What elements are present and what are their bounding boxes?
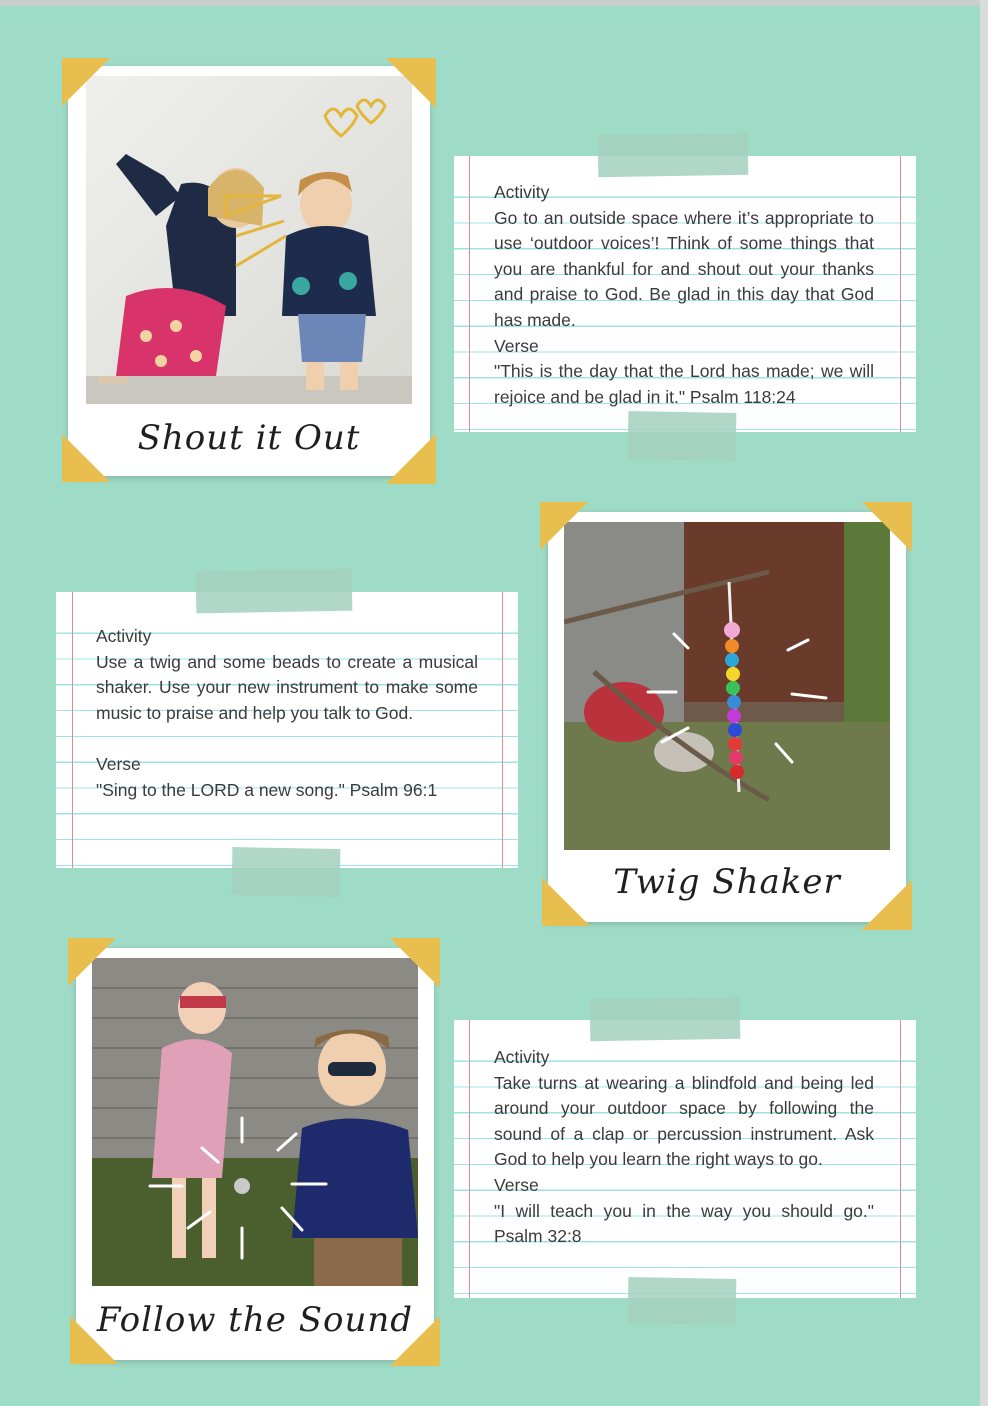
washi-tape [628,1277,737,1325]
verse-heading: Verse [96,753,141,774]
photo-corner-top-right [862,502,914,554]
activity-heading: Activity [494,182,550,202]
photo-corner-top-right [390,938,442,990]
activity-text: Take turns at wearing a blindfold and being led around your outdoor space by following the sound of a clap or percussion instrument. Ask God to help you learn the right ways to go. [494,1072,874,1170]
photo-follow-the-sound-image [92,958,418,1286]
washi-tape [232,847,341,897]
activity-heading: Activity [494,1047,550,1067]
polaroid-shout-it-out [68,66,430,476]
verse-text: "I will teach you in the way you should go." Psalm 32:8 [494,1200,874,1247]
activity-text: Go to an outside space where it’s appropriate to use ‘outdoor voices’! Think of some things that you are thankful for and shout out your thanks and praise to God. Be glad in this day that God has made. [494,207,874,330]
photo-corner-bottom-right [390,1316,442,1368]
photo-corner-top-left [68,938,120,990]
note-card-shout-it-out [454,156,916,432]
page-top-edge [0,0,988,6]
caption-follow-the-sound: Follow the Sound [96,1300,414,1340]
washi-tape [590,997,741,1042]
washi-tape [598,133,749,178]
photo-corner-bottom-right [386,434,438,486]
verse-heading: Verse [494,335,539,356]
photo-corner-bottom-left [542,878,594,930]
note-card-twig-shaker [56,592,518,868]
washi-tape [628,411,737,461]
caption-twig-shaker: Twig Shaker [613,862,841,902]
photo-corner-bottom-left [62,434,114,486]
photo-corner-bottom-right [862,880,914,932]
photo-twig-shaker-image [564,522,890,850]
verse-heading: Verse [494,1174,539,1195]
photo-corner-top-right [386,58,438,110]
photo-twig-shaker [564,522,890,850]
washi-tape [196,569,353,614]
polaroid-follow-the-sound [76,948,434,1360]
activity-text: Use a twig and some beads to create a musical shaker. Use your new instrument to make some music to praise and help you talk to God. [96,651,478,723]
caption-shout-it-out: Shout it Out [137,418,361,458]
page-right-edge [980,0,988,1406]
photo-corner-top-left [540,502,592,554]
photo-children-shouting-image [86,76,412,404]
verse-text: "Sing to the LORD a new song." Psalm 96:1 [96,779,438,800]
photo-corner-top-left [62,58,114,110]
verse-text: "This is the day that the Lord has made; we will rejoice and be glad in it." Psalm 118:24 [494,361,874,407]
polaroid-twig-shaker [548,512,906,922]
photo-corner-bottom-left [70,1316,122,1368]
activity-heading: Activity [96,626,152,646]
note-card-follow-the-sound [454,1020,916,1298]
photo-follow-the-sound [92,958,418,1286]
photo-children-shouting [86,76,412,404]
